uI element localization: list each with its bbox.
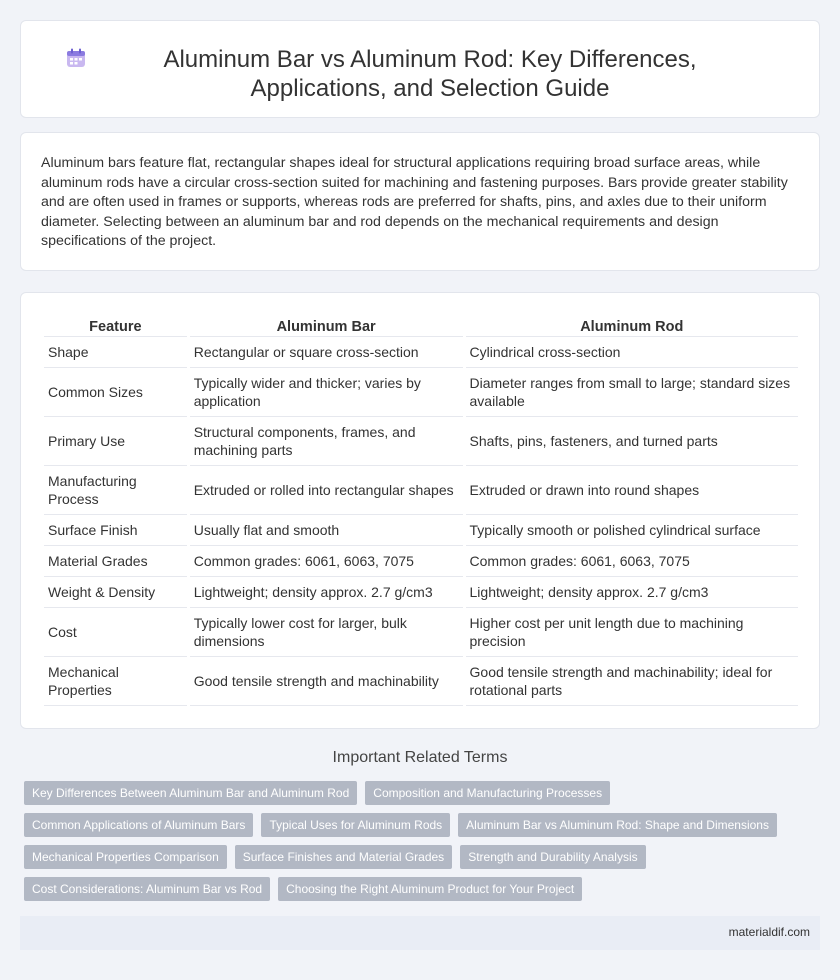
row-feature: Surface Finish bbox=[44, 515, 187, 546]
row-rod: Common grades: 6061, 6063, 7075 bbox=[466, 546, 798, 577]
footer-site-link[interactable]: materialdif.com bbox=[728, 925, 810, 939]
table-row bbox=[44, 657, 798, 706]
footer bbox=[20, 916, 820, 950]
row-rod: Shafts, pins, fasteners, and turned parts bbox=[466, 417, 798, 466]
row-feature: Primary Use bbox=[44, 417, 187, 466]
table-row bbox=[44, 417, 798, 466]
header-aluminum-rod: Aluminum Rod bbox=[466, 313, 798, 337]
table-row bbox=[44, 608, 798, 657]
row-rod: Diameter ranges from small to large; standard sizes available bbox=[466, 368, 798, 417]
row-feature: Cost bbox=[44, 608, 187, 657]
related-tags-row bbox=[24, 845, 646, 869]
row-rod: Typically smooth or polished cylindrical surface bbox=[466, 515, 798, 546]
related-tag[interactable]: Aluminum Bar vs Aluminum Rod: Shape and Dimensions bbox=[458, 813, 777, 837]
row-feature: Mechanical Properties bbox=[44, 657, 187, 706]
table-row bbox=[44, 515, 798, 546]
row-bar: Extruded or rolled into rectangular shapes bbox=[190, 466, 463, 515]
header-card bbox=[20, 20, 820, 118]
intro-card bbox=[20, 132, 820, 271]
related-tag[interactable]: Common Applications of Aluminum Bars bbox=[24, 813, 253, 837]
row-rod: Lightweight; density approx. 2.7 g/cm3 bbox=[466, 577, 798, 608]
intro-paragraph: Aluminum bars feature flat, rectangular shapes ideal for structural applications requiring broad surface areas, while aluminum rods have a circular cross-section suited for machining and fastening purposes. Bars provide greater stability and are often used in frames or supports, whereas rods are preferred for shafts, pins, and axles due to their uniform diameter. Selecting between an aluminum bar and rod depends on the mechanical requirements and design specifications of the project. bbox=[41, 155, 788, 249]
row-bar: Common grades: 6061, 6063, 7075 bbox=[190, 546, 463, 577]
related-tags-row bbox=[24, 813, 777, 837]
comparison-table bbox=[41, 313, 801, 706]
row-bar: Rectangular or square cross-section bbox=[190, 337, 463, 368]
related-tag[interactable]: Cost Considerations: Aluminum Bar vs Rod bbox=[24, 877, 270, 901]
row-feature: Manufacturing Process bbox=[44, 466, 187, 515]
table-header-row bbox=[44, 313, 798, 337]
row-feature: Weight & Density bbox=[44, 577, 187, 608]
related-tag[interactable]: Choosing the Right Aluminum Product for Your Project bbox=[278, 877, 582, 901]
related-terms-title: Important Related Terms bbox=[332, 749, 508, 766]
row-bar: Structural components, frames, and machining parts bbox=[190, 417, 463, 466]
row-feature: Common Sizes bbox=[44, 368, 187, 417]
row-feature: Shape bbox=[44, 337, 187, 368]
row-feature: Material Grades bbox=[44, 546, 187, 577]
table-row bbox=[44, 368, 798, 417]
related-tags-row bbox=[24, 877, 582, 901]
row-bar: Usually flat and smooth bbox=[190, 515, 463, 546]
row-bar: Good tensile strength and machinability bbox=[190, 657, 463, 706]
related-tag[interactable]: Mechanical Properties Comparison bbox=[24, 845, 227, 869]
header-feature: Feature bbox=[44, 313, 187, 337]
related-tag[interactable]: Key Differences Between Aluminum Bar and Aluminum Rod bbox=[24, 781, 357, 805]
table-row bbox=[44, 337, 798, 368]
row-bar: Typically wider and thicker; varies by application bbox=[190, 368, 463, 417]
row-rod: Good tensile strength and machinability; ideal for rotational parts bbox=[466, 657, 798, 706]
table-row bbox=[44, 466, 798, 515]
header-aluminum-bar: Aluminum Bar bbox=[190, 313, 463, 337]
related-tag[interactable]: Typical Uses for Aluminum Rods bbox=[261, 813, 450, 837]
comparison-table-card bbox=[20, 292, 820, 729]
row-bar: Typically lower cost for larger, bulk dimensions bbox=[190, 608, 463, 657]
table-row bbox=[44, 577, 798, 608]
related-tag[interactable]: Strength and Durability Analysis bbox=[460, 845, 645, 869]
row-rod: Extruded or drawn into round shapes bbox=[466, 466, 798, 515]
page-title: Aluminum Bar vs Aluminum Rod: Key Differences, Applications, and Selection Guide bbox=[163, 46, 697, 102]
table-row bbox=[44, 546, 798, 577]
related-tag[interactable]: Composition and Manufacturing Processes bbox=[365, 781, 610, 805]
related-tag[interactable]: Surface Finishes and Material Grades bbox=[235, 845, 452, 869]
row-bar: Lightweight; density approx. 2.7 g/cm3 bbox=[190, 577, 463, 608]
related-tags-row bbox=[24, 781, 610, 805]
row-rod: Cylindrical cross-section bbox=[466, 337, 798, 368]
row-rod: Higher cost per unit length due to machining precision bbox=[466, 608, 798, 657]
